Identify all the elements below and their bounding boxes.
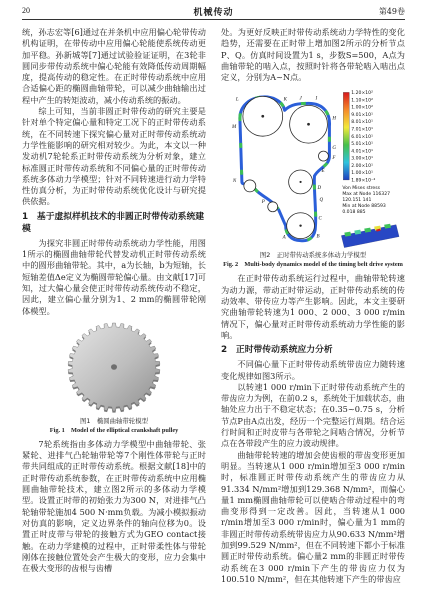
right-column: [221, 27, 405, 599]
belt-point-label: J: [299, 96, 302, 102]
body-paragraph: 7轮系统指由多体动力学模型中曲轴带轮、张紧轮、进排气凸轮轴带轮等7个刚性体带轮与正时带共同组成的正时带传动系统。根据文献[18]中的正时带传动系统参数，在正时带传动系统中应用椭圆曲轴带轮技术，建立图2所示的多体动力学模型。设置正时带的初始张力为300 N，对进排气凸轮轴带轮施加4 500 N·mm负载。为减小模拟振动对仿真的影响，定义边界条件的轴向位移为0。设置正时皮带与带轮的接触方式为GEO contact接触。在动力学建模的过程中，正时带柔性体与带轮刚体在接触位置处会产生极大的变形，应力会集中在极大变形的齿根与齿槽: [22, 438, 206, 574]
legend-tick-label: 1.89×10⁻²: [351, 179, 376, 185]
page-number: 20: [22, 6, 30, 15]
legend-min-value: 0.018 885: [342, 210, 366, 216]
pulley-hub: [261, 115, 264, 118]
legend-tick-label: 1.00×10²: [351, 106, 373, 112]
legend-tick-label: 4.01×10¹: [351, 149, 373, 155]
legend-tick-label: 3.00×10¹: [351, 157, 373, 163]
body-paragraph: 在正时带传动系统运行过程中，曲轴带轮转速为动力源，带动正时带运动，正时带传动系统的传动效率、带传应力等产生影响。因此，本文主要研究曲轴带轮转速为1 000、2 000、3 000 r/min情况下，偏心量对正时带传动系统动力学性能的影响。: [221, 273, 405, 340]
legend-max-value: 120.151 141: [342, 198, 372, 204]
belt-point-label: H: [332, 116, 336, 122]
section-heading: 1 基于虚拟样机技术的非圆正时带传动系统建模: [22, 211, 205, 234]
pulley-center-hole: [111, 364, 117, 370]
belt-point-label: E: [321, 169, 325, 175]
body-paragraph: 处。为更好反映正时带传动系统动力学特性的变化趋势，还需要在正时带上增加图2所示的分析节点P、Q。仿真时间设置为1 s，步数S=500，A点为曲轴带轮的啮入点，按照时针将各带轮啮入啮出点定义，分别为A~N点。: [221, 27, 405, 83]
legend-title: Von Mises stress: [342, 186, 380, 192]
belt-point-label: B: [316, 235, 320, 241]
figure-1-caption-cn: 图1 椭圆曲轴带轮模型: [80, 416, 148, 425]
body-paragraph: 为探究非圆正时带传动系统动力学性能，用图1所示的椭圆曲轴带轮代替发动机正时带传动系统中的圆形曲轴带轮。其中，a为长轴，b为短轴，长短轴差值Δe定义为椭圆带轮偏心量。由文献[17]可知，过大偏心量会使正时带传动系统传动不稳定，因此，建立偏心量分别为1、2 mm的椭圆带轮刚体模型。: [22, 237, 206, 316]
left-column: [22, 27, 206, 599]
belt-point-label: F: [332, 156, 336, 162]
body-paragraph: 曲轴带轮转速的增加会使齿根的带齿变形更加明显。当转速从1 000 r/min增加至3 000 r/min时，标准圆正时带传动系统产生的带齿应力从91.334 N/mm²增加到129.368 N/mm²，而偏心量1 mm椭圆曲轴带轮可以使啮合带动过程中的弯曲变形得到一定改善。因此，当转速从1 000 r/min增加至3 000 r/min时，偏心量为1 mm的非圆正时带传动系统带齿应力从90.633 N/mm²增加到99.529 N/mm²，但在不同转速下都小于标准圆正时带传动系统。偏心量2 mm的非圆正时带传动系统在3 000 r/min下产生的带齿应力仅为100.510 N/mm²，但在其他转速下产生的带齿应: [221, 449, 405, 584]
section-heading: 2 正时带传动系统应力分析: [221, 345, 333, 356]
belt-point-label: G: [332, 146, 336, 152]
legend-max-label: Max at Node 116327: [342, 192, 391, 198]
body-paragraph: 以转速1 000 r/min下正时带传动系统产生的带齿应力为例，在前0.2 s，系统处于加载状态，曲轴处应力出于不稳定状态；在0.35~0.75 s，分析节点P由A点出发，经历一个完整运行周期。结合运行时间和正时皮带与各带轮之间啮合情况，分析节点在各带段产生的应力波动规律。: [221, 381, 405, 449]
belt-tooth-stress-inset: [341, 224, 399, 248]
belt-point-label: M: [231, 125, 237, 131]
legend-tick-label: 5.01×10¹: [351, 142, 373, 148]
belt-point-label: L: [235, 97, 239, 103]
timing-belt-multibody-diagram: [221, 86, 405, 250]
body-paragraph: 统，孙志宏等[6]通过在并条机中应用偏心轮带传动机构证明，在带传动中应用偏心轮能使系统传动更加平稳。孙新城等[7]通过试验验证证明，在3轮非圆同步带传动系统中偏心轮能有效降低传动周期幅度，提高传动的稳定性。在正时带传动系统中应用合适偏心距的椭圆曲轴带轮，可以减少曲轴输出过程中产生的转矩波动，减小传动系统的振动。: [22, 27, 206, 105]
pulley-hub: [299, 225, 301, 227]
legend-tick-label: 2.00×10¹: [351, 164, 373, 170]
body-paragraph: 综上可知，当前非圆正时带传动的研究主要是针对单个特定偏心量和特定工况下的正时带传动系统，在不同转速下探究偏心量对正时带传动系统动力学性能影响的研究相对较少。为此，本文以一种发动机7轮轮系正时带传动系统为分析对象，建立标准圆正时带传动系统和不同偏心量的正时带传动系统多体动力学模型；针对不同转速进行动力学特性仿真分析，为正时带传动系统优化设计与研究提供依据。: [22, 106, 206, 207]
belt-point-label: P: [261, 200, 265, 206]
legend-tick-label: 1.10×10²: [351, 98, 373, 104]
idler-pulley: [244, 180, 256, 192]
legend-min-label: Min at Node 88593: [342, 204, 386, 210]
legend-tick-label: 1.00×10¹: [351, 171, 373, 177]
tensioner-pulley: [268, 202, 278, 212]
figure-2-caption-cn: 图2 正时带传动系统多体动力学模型: [259, 251, 367, 260]
body-paragraph: 不同偏心量下正时带传动系统带齿应力随转速变化规律如图3所示。: [221, 359, 405, 381]
figure-1: [22, 320, 206, 435]
legend-tick-label: 6.01×10¹: [351, 135, 373, 141]
legend-tick-label: 8.01×10¹: [351, 120, 373, 126]
idler-pulley: [318, 152, 328, 162]
running-header: [22, 5, 405, 20]
stress-colorbar: [343, 93, 349, 181]
legend-tick-label: 9.01×10¹: [351, 113, 373, 119]
belt-point-label: K: [283, 97, 287, 103]
belt-point-label: N: [232, 179, 237, 185]
belt-point-label: A: [282, 236, 286, 242]
volume-label: 第49卷: [378, 7, 405, 16]
journal-title: 机械传动: [193, 8, 234, 18]
pulley-hub: [307, 123, 310, 126]
figure-2-caption-en: Fig. 2 Multi-body dynamics model of the timing belt drive system: [223, 261, 403, 269]
belt-point-label: Q: [319, 198, 324, 204]
belt-point-label: C: [318, 217, 322, 223]
belt-point-label: I: [315, 96, 318, 102]
elliptical-pulley-drawing: [64, 320, 164, 416]
figure-2: [221, 86, 405, 269]
legend-tick-label: 1.20×10²: [351, 91, 373, 97]
pulley-hub: [299, 181, 301, 183]
legend-tick-label: 7.01×10¹: [351, 127, 373, 133]
figure-1-caption-en: Fig. 1 Model of the elliptical crankshaft pulley: [49, 426, 179, 434]
belt-point-label: D: [317, 186, 322, 192]
